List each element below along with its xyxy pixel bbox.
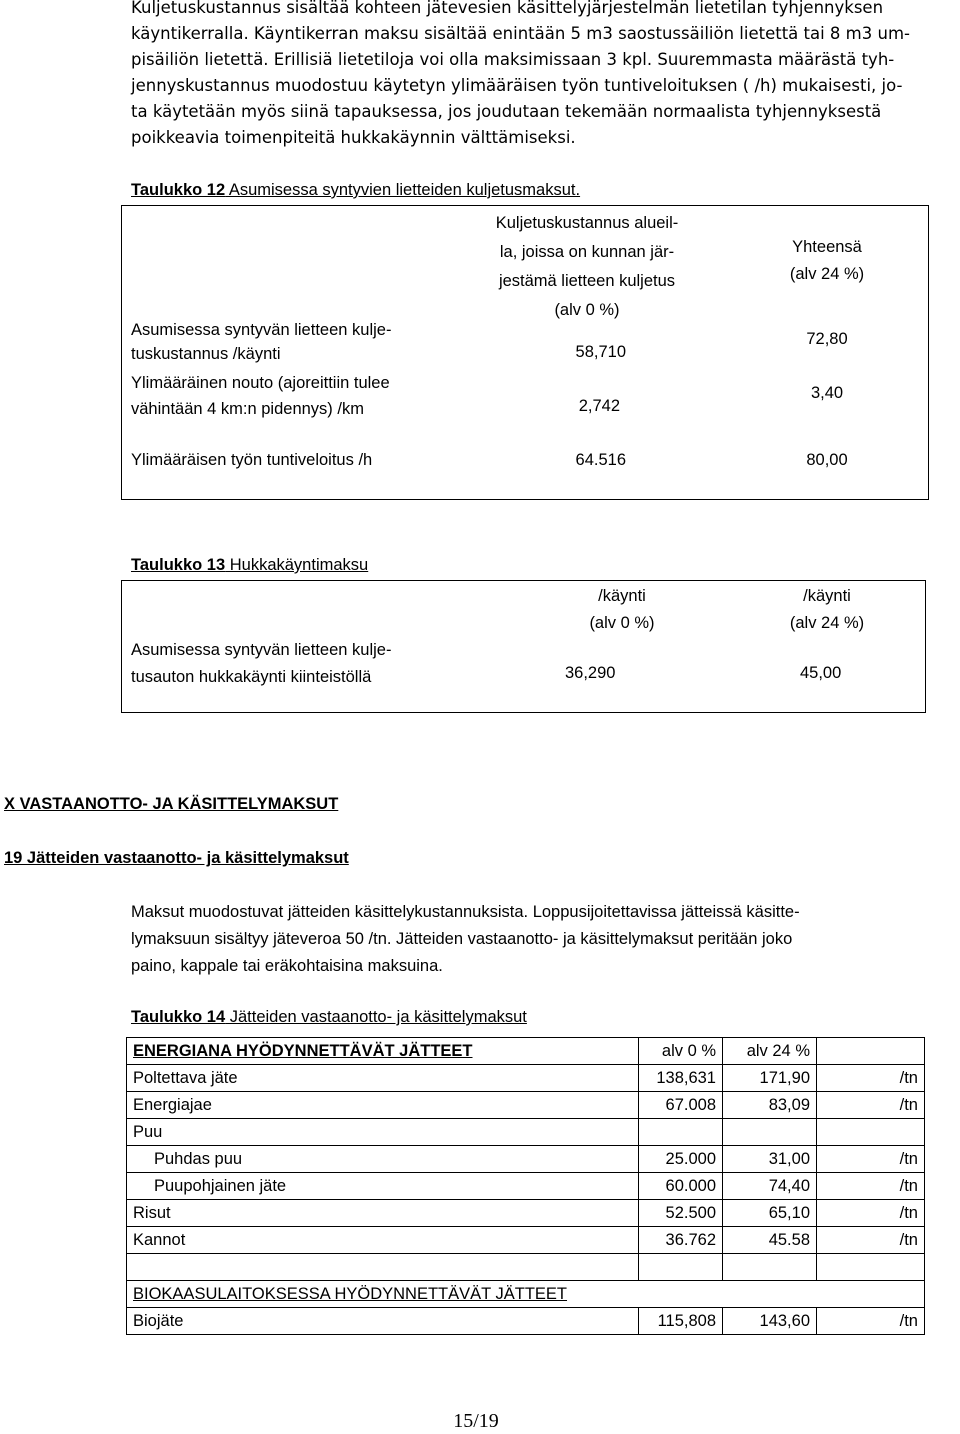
table12-header-col3: Yhteensä (alv 24 %) — [789, 238, 865, 283]
table-row — [127, 1173, 925, 1200]
table14-cell-label: Energiajae — [127, 1092, 639, 1119]
intro-line: jennyskustannus muodostuu käytetyn ylimääräisen työn tuntiveloituksen ( /h) mukaisesti, jo- — [131, 76, 903, 95]
table14-cell-unit: /tn — [817, 1308, 925, 1335]
table14-cell-alv0: 25.000 — [639, 1146, 723, 1173]
intro-line: poikkeavia toimenpiteitä hukkakäynnin välttämiseksi. — [131, 128, 576, 147]
table14-cell-label: Puu — [127, 1119, 639, 1146]
table14-cell-label: Risut — [127, 1200, 639, 1227]
table14-cell-unit: /tn — [817, 1173, 925, 1200]
table14-bio-heading: BIOKAASULAITOKSESSA HYÖDYNNETTÄVÄT JÄTTEET — [127, 1281, 925, 1308]
table14-cell-alv24: 31,00 — [723, 1146, 817, 1173]
table14-cell-label: Puhdas puu — [127, 1146, 639, 1173]
table14-cell-unit: /tn — [817, 1146, 925, 1173]
table-row — [127, 1119, 925, 1146]
table12-row-label: Ylimääräinen nouto (ajoreittiin tulee vähintään 4 km:n pidennys) /km — [131, 374, 390, 418]
body-line: lymaksuun sisältyy jäteveroa 50 /tn. Jätteiden vastaanotto- ja käsittelymaksut peritään joko — [131, 930, 793, 948]
table14-header-alv0: alv 0 % — [639, 1038, 723, 1065]
table13-row-label: Asumisessa syntyvän lietteen kulje- tusauton hukkakäynti kiinteistöllä — [131, 641, 392, 686]
table14-cell-alv0 — [639, 1254, 723, 1281]
body-line: Maksut muodostuvat jätteiden käsittelykustannuksista. Loppusijoitettavissa jätteissä käsitte- — [131, 903, 800, 921]
table-row — [127, 1146, 925, 1173]
intro-line: ta käytetään myös siinä tapauksessa, jos joudutaan tekemään normaalista tyhjennyksestä — [131, 102, 882, 121]
table14-cell-unit — [817, 1254, 925, 1281]
table12-row-value-alv24: 80,00 — [806, 451, 848, 469]
body-line: paino, kappale tai eräkohtaisina maksuina. — [131, 957, 443, 975]
table14-cell-label: Poltettava jäte — [127, 1065, 639, 1092]
table13-value-alv0: 36,290 — [565, 664, 616, 682]
table14-cell-alv24: 45.58 — [723, 1227, 817, 1254]
table12-row-value-alv24: 72,80 — [806, 330, 848, 348]
table12-row-value-alv24: 3,40 — [810, 384, 844, 402]
table14-cell-alv24 — [723, 1254, 817, 1281]
table13-header-col3: /käynti (alv 24 %) — [789, 587, 865, 632]
intro-line: käyntikerralla. Käyntikerran maksu sisältää enintään 5 m3 saostussäiliön lietettä tai 8 m3 um- — [131, 24, 910, 43]
intro-line: pisäiliön lietettä. Erillisiä lietetiloja voi olla maksimissaan 3 kpl. Suuremmasta määrästä tyh- — [131, 50, 895, 69]
table14-cell-alv0: 115,808 — [639, 1308, 723, 1335]
table14-header-unit — [817, 1038, 925, 1065]
table12-row-label: Ylimääräisen työn tuntiveloitus /h — [131, 451, 373, 469]
table14-header-row — [127, 1038, 925, 1065]
table14-header-label: ENERGIANA HYÖDYNNETTÄVÄT JÄTTEET — [127, 1038, 639, 1065]
table14-cell-unit: /tn — [817, 1200, 925, 1227]
table12-row-label: Asumisessa syntyvän lietteen kulje- tuskustannus /käynti — [131, 321, 392, 363]
table13-caption: Taulukko 13 Hukkakäyntimaksu — [131, 556, 369, 574]
table14-cell-alv0: 36.762 — [639, 1227, 723, 1254]
table-row — [127, 1200, 925, 1227]
table12-row-value-alv0: 58,710 — [575, 343, 626, 361]
intro-line: Kuljetuskustannus sisältää kohteen jätevesien käsittelyjärjestelmän lietetilan tyhjennyksen — [131, 0, 884, 17]
table14-cell-alv24 — [723, 1119, 817, 1146]
subsection-heading: 19 Jätteiden vastaanotto- ja käsittelymaksut — [4, 849, 349, 867]
table14-cell-unit: /tn — [817, 1227, 925, 1254]
table-row — [127, 1065, 925, 1092]
table14-cell-unit: /tn — [817, 1092, 925, 1119]
table14-bio-heading-row — [127, 1281, 925, 1308]
table14-cell-unit: /tn — [817, 1065, 925, 1092]
table14-caption: Taulukko 14 Jätteiden vastaanotto- ja käsittelymaksut — [131, 1008, 527, 1026]
table-row — [127, 1254, 925, 1281]
table14-cell-alv0: 138,631 — [639, 1065, 723, 1092]
page-number: 15/19 — [453, 1410, 499, 1432]
table14-cell-alv24: 65,10 — [723, 1200, 817, 1227]
table14-cell-alv24: 171,90 — [723, 1065, 817, 1092]
table14-cell-label: Biojäte — [127, 1308, 639, 1335]
table12-row-value-alv0: 64.516 — [575, 451, 626, 469]
table14-cell-alv24: 143,60 — [723, 1308, 817, 1335]
table13 — [121, 580, 926, 713]
table12 — [121, 205, 929, 500]
table14-cell-alv24: 74,40 — [723, 1173, 817, 1200]
table14-cell-alv0: 60.000 — [639, 1173, 723, 1200]
table14-cell-unit — [817, 1119, 925, 1146]
section-heading: X VASTAANOTTO- JA KÄSITTELYMAKSUT — [4, 795, 339, 813]
table13-header-col2: /käynti (alv 0 %) — [589, 587, 655, 632]
table14-cell-label: Kannot — [127, 1227, 639, 1254]
table14-cell-label — [127, 1254, 639, 1281]
table13-value-alv24: 45,00 — [800, 664, 842, 682]
table-row — [127, 1092, 925, 1119]
table-row — [127, 1227, 925, 1254]
table14-header-alv24: alv 24 % — [723, 1038, 817, 1065]
table14-cell-alv0: 52.500 — [639, 1200, 723, 1227]
table12-caption: Taulukko 12 Asumisessa syntyvien lietteiden kuljetusmaksut. — [131, 181, 581, 199]
table14-cell-alv24: 83,09 — [723, 1092, 817, 1119]
table14 — [126, 1037, 925, 1335]
table14-cell-alv0 — [639, 1119, 723, 1146]
table-row — [127, 1308, 925, 1335]
table12-header-col2: Kuljetuskustannus alueil- la, joissa on kunnan jär- jestämä lietteen kuljetus (alv 0 %) — [495, 214, 679, 319]
table14-cell-label: Puupohjainen jäte — [127, 1173, 639, 1200]
table14-cell-alv0: 67.008 — [639, 1092, 723, 1119]
table12-row-value-alv0: 2,742 — [578, 397, 620, 415]
